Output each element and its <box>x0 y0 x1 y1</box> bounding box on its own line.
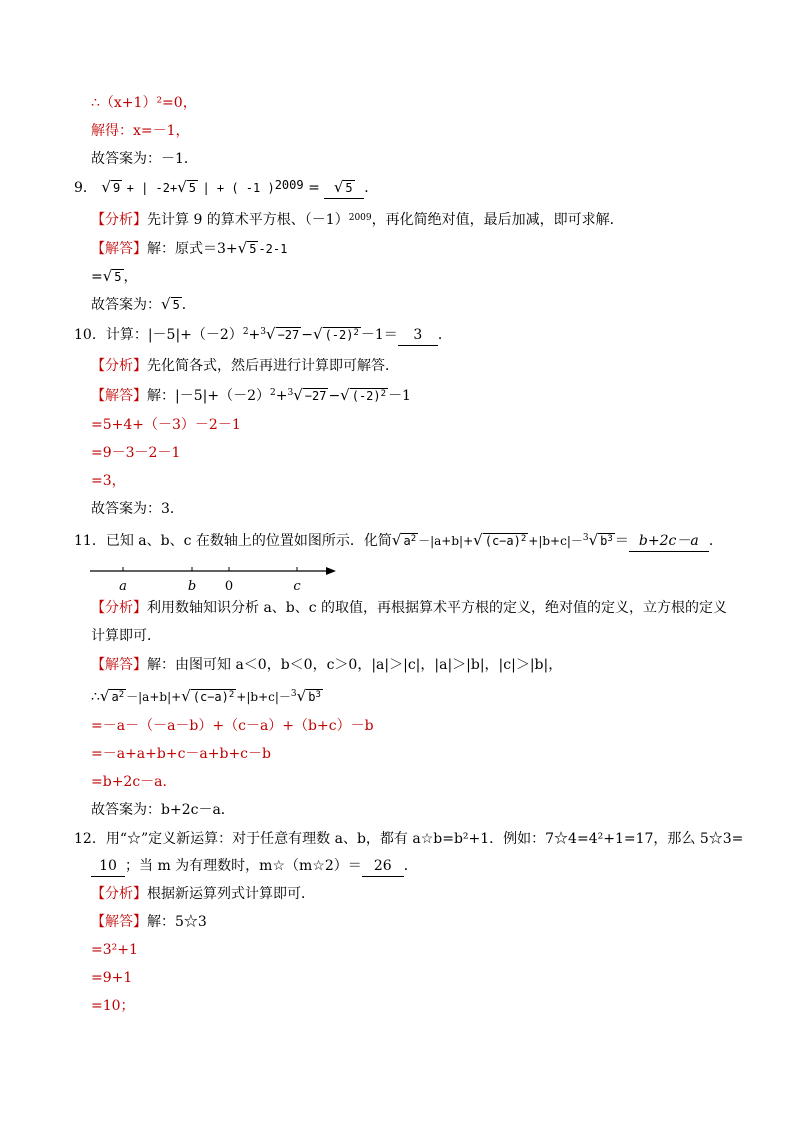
q11-s-r1-wrap <box>109 689 126 704</box>
q9-final <box>91 294 196 315</box>
q10-tail: －1＝ <box>360 327 398 343</box>
q10-sol-radicand-2: (-2) <box>351 389 381 403</box>
q11-mid1: －|a+b|+ <box>418 534 474 548</box>
q11-step-2-text: =－a+a+b+c－a+b+c－b <box>91 746 271 762</box>
q10-sol-exp: 2 <box>269 388 276 398</box>
q11-mid2: +|b+c|－ <box>528 534 583 548</box>
q10-radicand-2: (-2) <box>324 328 354 342</box>
q11-s-r3-wrap <box>306 689 323 704</box>
q9-solution-radicand: 5 <box>249 242 257 256</box>
number-line <box>88 560 348 596</box>
q12-text: 用“☆”定义新运算：对于任意有理数 a、b，都有 a☆b=b²+1．例如：7☆4=4²+1=17，那么 5☆3= <box>105 831 744 847</box>
q12-question <box>74 829 743 849</box>
q11-analysis-2 <box>91 626 161 646</box>
q11-r3: b <box>600 534 608 548</box>
q10-sol-cube-index: 3 <box>287 388 294 398</box>
q11-text: 已知 a、b、c 在数轴上的位置如图所示．化简 <box>105 533 392 549</box>
sqrt-icon: √ <box>333 178 344 196</box>
q10-sol-plus: + <box>275 388 288 404</box>
q11-cube-index: 3 <box>582 533 589 543</box>
cbrt-icon: √ <box>266 325 276 343</box>
q12-answer-1: 10 <box>91 856 125 877</box>
q11-step-1 <box>91 716 374 736</box>
q11-r1: a <box>403 534 411 548</box>
prev-line-2 <box>91 121 190 141</box>
q11-step-1-text: =－a－（－a－b）+（c－a）+（b+c）－b <box>91 718 374 734</box>
q9-period: ． <box>364 180 379 196</box>
q9-final-radicand: 5 <box>172 298 180 312</box>
solution-tag: 【解答】 <box>91 241 147 257</box>
q10-final <box>91 499 184 519</box>
q9-analysis-text: 先计算 9 的算术平方根、（－1） <box>147 212 349 228</box>
q9-equals: = <box>308 180 320 196</box>
sqrt-icon: √ <box>161 295 171 313</box>
solution-tag: 【解答】 <box>91 914 147 930</box>
q11-solution-text: 解：由图可知 a＜0，b＜0，c＞0，|a|＞|c|，|a|＞|b|，|c|＞|b|， <box>147 657 563 673</box>
q12-answer-2: 26 <box>362 856 404 877</box>
q10-sol-tail: －1 <box>388 388 411 404</box>
q11-s-r3-exp: 3 <box>315 690 321 700</box>
q9-solution-tail: -2-1 <box>258 242 288 256</box>
q9-answer: 5 <box>345 181 353 195</box>
prev-line-3 <box>91 149 198 169</box>
label-0: 0 <box>224 579 234 594</box>
cbrt-icon: √ <box>293 386 303 404</box>
q11-r1-wrap <box>401 533 418 548</box>
q9-step-1 <box>91 266 138 287</box>
q11-s-mid1: －|a+b|+ <box>126 690 182 704</box>
prev-final: 故答案为：－1． <box>91 151 198 167</box>
analysis-tag: 【分析】 <box>91 358 147 374</box>
arrow-right-icon <box>326 567 336 575</box>
q11-s-r2-wrap <box>191 689 237 704</box>
q11-r3-exp: 3 <box>607 534 613 544</box>
q11-analysis-text-2: 计算即可． <box>91 628 161 644</box>
q11-number: 11． <box>74 533 106 549</box>
q10-plus: + <box>248 327 261 343</box>
q12-question-2 <box>91 856 418 877</box>
q12-text-2: ；当 m 为有理数时，m☆（m☆2）＝ <box>125 858 362 874</box>
q9-analysis <box>91 210 624 230</box>
analysis-tag: 【分析】 <box>91 886 147 902</box>
label-a: a <box>119 579 127 594</box>
sqrt-icon: √ <box>181 687 191 705</box>
q11-s-cube-index: 3 <box>290 689 297 699</box>
q10-text: 计算：|－5|+（－2） <box>105 327 243 343</box>
q11-step-2 <box>91 744 271 764</box>
q11-r2-wrap <box>483 533 529 548</box>
q9-step1-eq: = <box>91 269 103 285</box>
q9-number: 9． <box>74 180 97 196</box>
q12-analysis <box>91 884 315 904</box>
solution-tag: 【解答】 <box>91 657 147 673</box>
q11-r2: (c−a) <box>484 534 521 548</box>
q10-answer: 3 <box>398 325 438 346</box>
q10-exp: 2 <box>242 327 249 337</box>
q9-radicand-a: 9 <box>112 181 121 195</box>
q11-solution <box>91 655 562 675</box>
q11-s-r1: a <box>111 690 119 704</box>
q9-step1-radicand: 5 <box>114 270 122 284</box>
sqrt-icon: √ <box>391 531 402 549</box>
q11-answer: b+2c－a <box>629 531 709 552</box>
q10-step-1 <box>91 415 241 435</box>
q11-step-3 <box>91 772 177 792</box>
sqrt-icon: √ <box>237 239 248 257</box>
sqrt-icon: √ <box>177 178 187 196</box>
q10-sol-radicand-2-exp: 2 <box>380 389 387 399</box>
analysis-tag: 【分析】 <box>91 600 147 616</box>
q10-analysis <box>91 356 399 376</box>
q12-solution <box>91 912 207 932</box>
q11-period: ． <box>708 533 723 549</box>
cbrt-icon: √ <box>588 531 599 549</box>
q11-s-r2: (c−a) <box>192 690 229 704</box>
sqrt-icon: √ <box>101 178 111 196</box>
q12-step-3-text: =10； <box>91 998 135 1014</box>
q10-step-2-text: =9－3－2－1 <box>91 445 181 461</box>
prev-step-2: 解得：x=－1， <box>91 123 190 139</box>
q10-solution <box>91 385 411 406</box>
q11-s-r1-exp: 2 <box>118 690 125 700</box>
q9-expr-b: + | -2+ <box>126 181 178 195</box>
q9-step1-comma: ， <box>123 269 138 285</box>
q10-step-1-text: =5+4+（－3）－2－1 <box>91 417 241 433</box>
solution-tag: 【解答】 <box>91 388 147 404</box>
q12-number: 12． <box>74 831 106 847</box>
q11-final <box>91 800 235 820</box>
q10-step-3-text: =3， <box>91 473 126 489</box>
sqrt-icon: √ <box>340 386 350 404</box>
q10-radicand-2-wrap <box>323 327 361 342</box>
label-b: b <box>187 579 197 594</box>
q11-s-r2-exp: 2 <box>228 690 235 700</box>
q12-step-1 <box>91 940 138 960</box>
q9-expr-d: | + ( -1 ) <box>202 181 275 195</box>
q12-step-2 <box>91 968 132 988</box>
q11-equals: ＝ <box>614 533 629 549</box>
q10-radicand-2-exp: 2 <box>353 328 359 338</box>
prev-step-1: ∴（x+1）²=0， <box>91 95 197 111</box>
q9-question <box>74 177 378 199</box>
sqrt-icon: √ <box>473 531 483 549</box>
q11-question <box>74 530 723 552</box>
q9-answer-blank <box>324 177 364 199</box>
q11-final-text: 故答案为：b+2c－a． <box>91 802 235 818</box>
q9-final-period: ． <box>181 297 196 313</box>
q10-sol-minus: − <box>328 388 341 404</box>
q10-period: ． <box>437 327 452 343</box>
q9-analysis-text2: ，再化简绝对值，最后加减，即可求解． <box>371 212 624 228</box>
q11-step-0 <box>91 686 323 707</box>
cbrt-icon: √ <box>296 687 307 705</box>
q11-s-mid2: +|b+c|－ <box>236 690 291 704</box>
q9-analysis-exp: 2009 <box>348 213 372 223</box>
q10-minus: − <box>301 327 313 343</box>
q11-r2-exp: 2 <box>520 534 527 544</box>
q10-final-text: 故答案为：3． <box>91 501 184 517</box>
q10-question <box>74 324 452 346</box>
prev-line-1 <box>91 93 197 113</box>
q11-r1-exp: 2 <box>410 534 417 544</box>
q9-final-label: 故答案为： <box>91 297 161 313</box>
q11-r3-wrap <box>598 533 615 548</box>
sqrt-icon: √ <box>313 325 323 343</box>
q10-analysis-text: 先化简各式，然后再进行计算即可解答． <box>147 358 399 374</box>
q10-cube-index: 3 <box>260 327 267 337</box>
sqrt-icon: √ <box>99 687 110 705</box>
label-c: c <box>293 579 301 594</box>
q9-exponent: 2009 <box>274 178 304 192</box>
q11-step-3-text: =b+2c－a． <box>91 774 177 790</box>
q12-analysis-text: 根据新运算列式计算即可． <box>147 886 315 902</box>
q10-step-3 <box>91 471 126 491</box>
q11-analysis-text: 利用数轴知识分析 a、b、c 的取值，再根据算术平方根的定义，绝对值的定义，立方根的定义 <box>147 600 728 616</box>
therefore-symbol: ∴ <box>91 689 100 705</box>
q9-solution-text: 解：原式＝3+ <box>147 241 238 257</box>
q10-radicand-1: −27 <box>277 328 300 342</box>
q12-step-2-text: =9+1 <box>91 970 133 986</box>
q10-number: 10． <box>74 327 106 343</box>
q11-s-r3: b <box>308 690 316 704</box>
q12-period: ． <box>403 858 418 874</box>
q12-solution-text: 解：5☆3 <box>147 914 207 930</box>
q11-analysis <box>91 598 727 618</box>
sqrt-icon: √ <box>102 267 113 285</box>
q10-sol-radicand-2-wrap <box>350 388 388 403</box>
q10-sol-radicand-1: −27 <box>304 389 327 403</box>
q9-radicand-c: 5 <box>188 181 196 195</box>
q12-step-3 <box>91 996 135 1016</box>
analysis-tag: 【分析】 <box>91 212 147 228</box>
q9-solution <box>91 238 287 259</box>
q10-solution-text: 解：|－5|+（－2） <box>147 388 270 404</box>
q10-step-2 <box>91 443 180 463</box>
q12-step-1-text: =3²+1 <box>91 942 138 958</box>
